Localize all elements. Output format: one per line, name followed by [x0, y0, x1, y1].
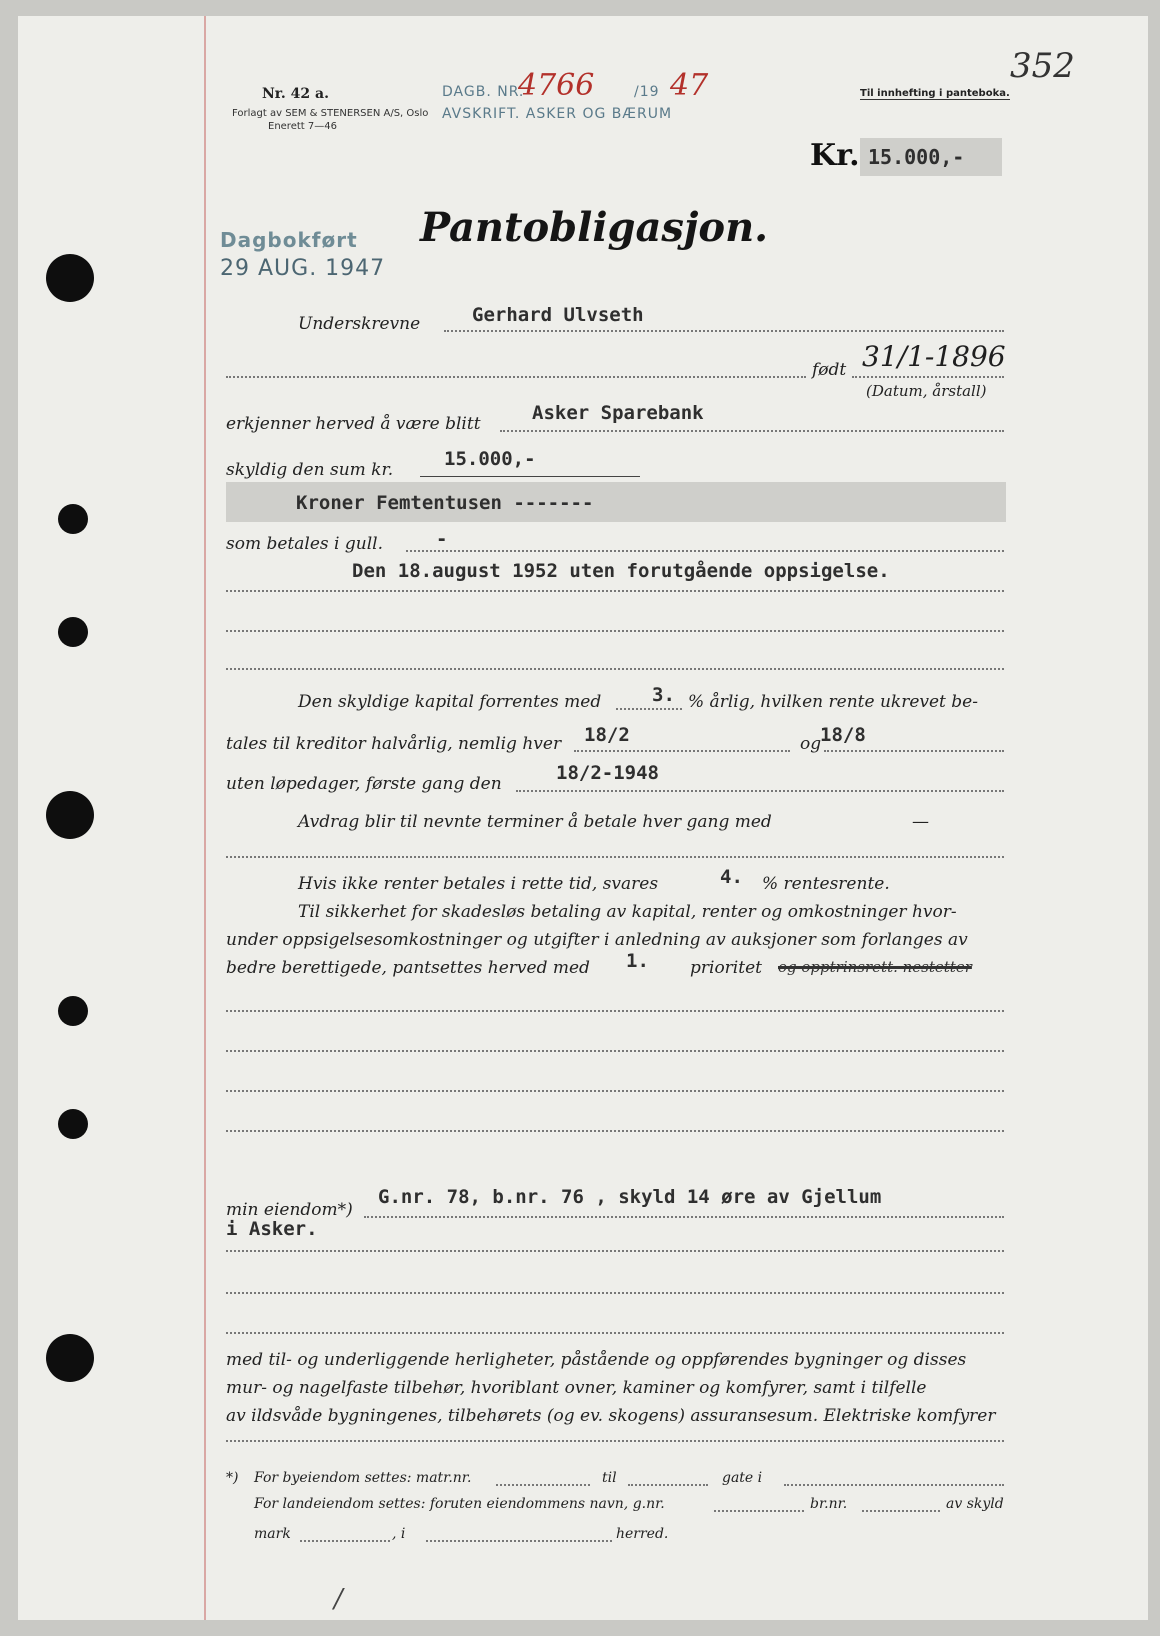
interest-first-date: 18/2-1948 — [556, 762, 659, 784]
punch-hole — [58, 504, 88, 534]
page-number: 352 — [1010, 46, 1075, 86]
hvis-text-a: Hvis ikke renter betales i rette tid, svares — [298, 874, 659, 894]
date2-line — [824, 750, 1004, 752]
sum-words: Kroner Femtentusen ------- — [296, 492, 594, 514]
rate-line — [616, 708, 682, 710]
interest-text1a: Den skyldige kapital forrentes med — [298, 692, 602, 712]
security-struck: og opptrinsrett. nestetter — [778, 958, 972, 976]
footnote-star: *) — [226, 1470, 239, 1486]
security-line2: under oppsigelsesomkostninger og utgifter i anledning av auksjoner som forlanges av — [226, 930, 968, 950]
security-line3a: bedre berettigede, pantsettes herved med — [226, 958, 590, 978]
skyldig-label: skyldig den sum kr. — [226, 460, 394, 480]
footnote-dots — [784, 1484, 1004, 1486]
footnote-land-b: br.nr. — [810, 1496, 848, 1512]
footnote-dots — [628, 1484, 708, 1486]
blank-line — [226, 1332, 1004, 1334]
appurtenances-line2: mur- og nagelfaste tilbehør, hvoriblant ovner, kaminer og komfyrer, samt i tilfelle — [226, 1378, 927, 1398]
interest-text2a: tales til kreditor halvårlig, nemlig hver — [226, 734, 562, 754]
due-text: Den 18.august 1952 uten forutgående oppsigelse. — [352, 560, 890, 582]
sum-value: 15.000,- — [444, 448, 536, 470]
footnote-land-a: For landeiendom settes: foruten eiendommens navn, g.nr. — [254, 1496, 665, 1512]
document-title: Pantobligasjon. — [420, 204, 769, 251]
publisher: Forlagt av SEM & STENERSEN A/S, Oslo — [232, 108, 429, 119]
avskrift-stamp: AVSKRIFT. ASKER OG BÆRUM — [442, 106, 673, 122]
first-date-line — [516, 790, 1004, 792]
interest-date2: 18/8 — [820, 724, 866, 746]
underskrevne-value: Gerhard Ulvseth — [472, 304, 644, 326]
form-number: Nr. 42 a. — [262, 86, 329, 102]
security-priority: 1. — [626, 950, 649, 972]
blank-line — [226, 1292, 1004, 1294]
dagbokfort-stamp: Dagbokført — [220, 228, 358, 252]
blank-line — [226, 1050, 1004, 1052]
creditor-line — [500, 430, 1004, 432]
footnote-by-a: For byeiendom settes: matr.nr. — [254, 1470, 472, 1486]
interest-date1: 18/2 — [584, 724, 630, 746]
property-line2 — [226, 1250, 1004, 1252]
dagb-year: 47 — [670, 68, 709, 103]
betales-line — [406, 550, 1004, 552]
datum-label: (Datum, årstall) — [866, 382, 987, 400]
sum-line — [420, 476, 640, 477]
due-line — [226, 590, 1004, 592]
security-line3b: prioritet — [690, 958, 762, 978]
underskrevne-label: Underskrevne — [298, 314, 421, 334]
blank-line — [226, 1130, 1004, 1132]
erkjenner-label: erkjenner herved å være blitt — [226, 414, 481, 434]
interest-text1b: % årlig, hvilken rente ukrevet be- — [688, 692, 978, 712]
betales-label: som betales i gull. — [226, 534, 383, 554]
punch-hole — [58, 996, 88, 1026]
fodt-line-left — [226, 376, 806, 378]
betales-dash: - — [436, 528, 448, 550]
footnote-by-c: gate i — [722, 1470, 763, 1486]
interest-text3a: uten løpedager, første gang den — [226, 774, 502, 794]
punch-hole — [46, 1334, 94, 1382]
blank-line — [226, 1090, 1004, 1092]
security-line1: Til sikkerhet for skadesløs betaling av kapital, renter og omkostninger hvor- — [298, 902, 957, 922]
punch-hole — [46, 791, 94, 839]
dagb-year-prefix: /19 — [634, 84, 660, 100]
avdrag-line — [226, 856, 1004, 858]
underskrevne-line — [444, 330, 1004, 332]
innhefting-note: Til innhefting i panteboka. — [860, 88, 1010, 99]
dagbokfort-date: 29 AUG. 1947 — [220, 256, 386, 281]
property-label: min eiendom*) — [226, 1200, 353, 1220]
blank-line — [226, 630, 1004, 632]
footnote-mark-b: , i — [392, 1526, 406, 1542]
date1-line — [574, 750, 790, 752]
property-line1 — [364, 1216, 1004, 1218]
footnote-mark-a: mark — [254, 1526, 291, 1542]
blank-line — [226, 1010, 1004, 1012]
footnote-dots — [426, 1540, 612, 1542]
interest-og: og — [800, 734, 822, 754]
footnote-dots — [714, 1510, 804, 1512]
footnote-mark-c: herred. — [616, 1526, 669, 1542]
bottom-pencil-mark: / — [334, 1584, 343, 1614]
punch-hole — [46, 254, 94, 302]
fodt-label: født — [812, 360, 847, 380]
footnote-land-c: av skyld — [946, 1496, 1004, 1512]
interest-rate: 3. — [652, 684, 675, 706]
footnote-dots — [862, 1510, 940, 1512]
fodt-value: 31/1-1896 — [862, 340, 1006, 373]
appurtenances-line3: av ildsvåde bygningenes, tilbehørets (og ev. skogens) assuransesum. Elektriske komfyrer — [226, 1406, 996, 1426]
margin-line — [204, 16, 206, 1620]
property-line1-text: G.nr. 78, b.nr. 76 , skyld 14 øre av Gjellum — [378, 1186, 882, 1208]
fodt-line-right — [852, 376, 1004, 378]
appurtenances-line1: med til- og underliggende herligheter, påstående og oppførendes bygninger og disses — [226, 1350, 967, 1370]
punch-hole — [58, 1109, 88, 1139]
avdrag-value: — — [912, 812, 929, 832]
punch-hole — [58, 617, 88, 647]
kr-amount: 15.000,- — [860, 138, 1002, 176]
footnote-dots — [300, 1540, 390, 1542]
footnote-dots — [496, 1484, 590, 1486]
creditor-value: Asker Sparebank — [532, 402, 704, 424]
dagb-label: DAGB. NR. — [442, 84, 525, 100]
blank-line — [226, 668, 1004, 670]
publisher-line2: Enerett 7—46 — [268, 121, 337, 132]
blank-line — [226, 1440, 1004, 1442]
hvis-text-b: % rentesrente. — [762, 874, 890, 894]
dagb-number: 4766 — [518, 68, 595, 103]
property-line2-text: i Asker. — [226, 1218, 318, 1240]
avdrag-text: Avdrag blir til nevnte terminer å betale hver gang med — [298, 812, 772, 832]
kr-label: Kr. — [810, 138, 860, 173]
footnote-by-b: til — [602, 1470, 617, 1486]
penalty-rate: 4. — [720, 866, 743, 888]
